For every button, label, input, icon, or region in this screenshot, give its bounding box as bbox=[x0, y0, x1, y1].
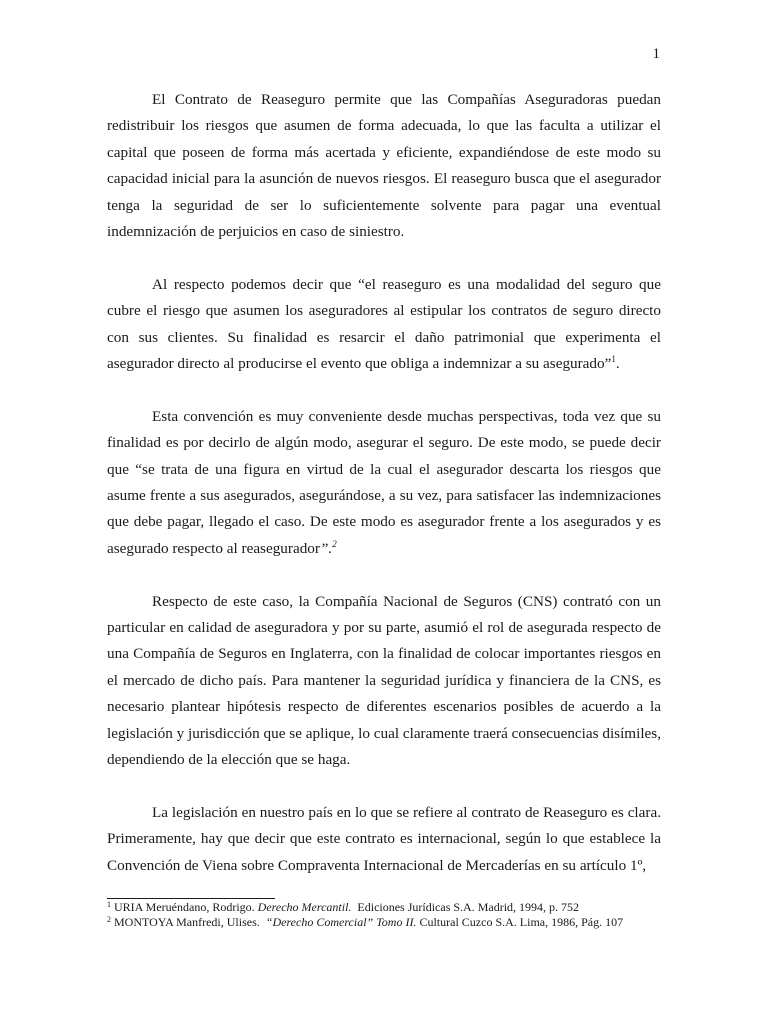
paragraph-1: El Contrato de Reaseguro permite que las Compañías Aseguradoras puedan redistribuir los riesgos que asumen de forma adecuada, lo que las faculta a utilizar el capital que poseen de forma más acertada y eficiente, expandiéndose de este modo su capacidad inicial para la asunción de nuevos riesgos. El reaseguro busca que el asegurador tenga la seguridad de ser lo suficientemente solvente para pagar una eventual indemnización de perjuicios en caso de siniestro. bbox=[107, 91, 661, 241]
footnote-2-marker: 2 bbox=[107, 915, 111, 924]
paragraph-2-end: . bbox=[615, 355, 620, 373]
footnotes bbox=[107, 900, 667, 930]
paragraph-3-close-quote: ”. bbox=[319, 539, 333, 557]
footnote-1-marker: 1 bbox=[107, 900, 111, 909]
footnote-ref-1[interactable]: 1 bbox=[611, 354, 616, 365]
page-number: 1 bbox=[652, 46, 660, 62]
paragraph-2 bbox=[107, 272, 661, 378]
footnote-1-rest: Ediciones Jurídicas S.A. Madrid, 1994, p. 752 bbox=[357, 900, 580, 914]
paragraph-5: La legislación en nuestro país en lo que se refiere al contrato de Reaseguro es clara. Primeramente, hay que decir que este contrato es internacional, según lo que establece la Convención de Viena sobre Compraventa Internacional de Mercaderías en su artículo 1º, bbox=[107, 803, 661, 874]
paragraph-3 bbox=[107, 404, 661, 562]
paragraph-4: Respecto de este caso, la Compañía Nacional de Seguros (CNS) contrató con un particular en calidad de aseguradora y por su parte, asumió el rol de asegurada respecto de una Compañía de Seguros en Inglaterra, con la finalidad de colocar importantes riesgos en el mercado de dicho país. Para mantener la seguridad jurídica y financiera de la CNS, es necesario plantear hipótesis respecto de diferentes escenarios posibles de acuerdo a la legislación y jurisdicción que se aplique, lo cual claramente traerá consecuencias disímiles, dependiendo de la elección que se haga. bbox=[107, 592, 661, 769]
footnote-ref-2-text: 2 bbox=[332, 538, 337, 549]
footnote-ref-2[interactable] bbox=[332, 539, 337, 549]
footnote-2-author: MONTOYA Manfredi, Ulises. bbox=[114, 915, 260, 929]
paragraph-3-text: Esta convención es muy conveniente desde muchas perspectivas, toda vez que su finalidad es por decirlo de algún modo, asegurar el seguro. De este modo, se puede decir que “se trata de una figura en virtud de la cual el asegurador descarta los riesgos que asume frente a sus asegurados, asegurándose, a su vez, para satisfacer las indemnizaciones que debe pagar, llegado el caso. De este modo es asegurador frente a los asegurados y es asegurado respecto al reasegurador bbox=[107, 407, 661, 557]
footnote-separator bbox=[107, 898, 275, 899]
body-text bbox=[107, 87, 661, 879]
footnote-1-title: Derecho Mercantil. bbox=[257, 900, 352, 914]
footnote-2-rest: Cultural Cuzco S.A. Lima, 1986, Pág. 107 bbox=[419, 915, 624, 929]
footnote-2 bbox=[107, 915, 667, 930]
paragraph-2-text: Al respecto podemos decir que “el reaseguro es una modalidad del seguro que cubre el riesgo que asumen los aseguradores al estipular los contratos de seguro directo con sus clientes. Su finalidad es resarcir el daño patrimonial que experimenta el asegurador directo al producirse el evento que obliga a indemnizar a su asegurado” bbox=[107, 275, 661, 373]
footnote-1 bbox=[107, 900, 667, 915]
footnote-2-title: “Derecho Comercial” Tomo II. bbox=[265, 915, 417, 929]
footnote-1-author: URIA Meruéndano, Rodrigo. bbox=[114, 900, 255, 914]
